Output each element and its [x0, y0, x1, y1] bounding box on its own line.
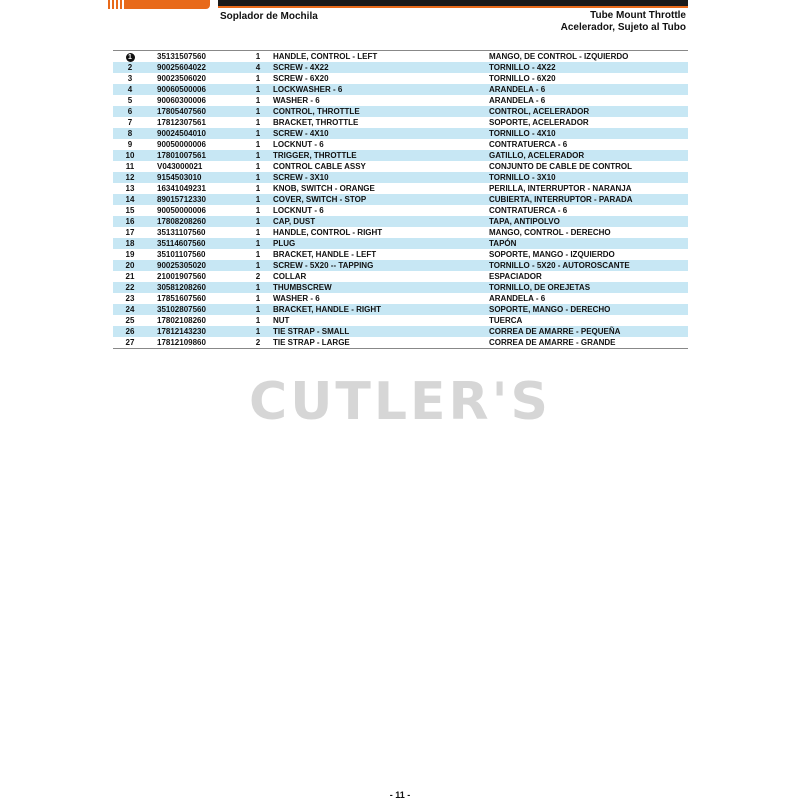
table-row: [113, 238, 688, 249]
description-en: CONTROL, THROTTLE: [269, 106, 489, 117]
quantity: 1: [247, 106, 269, 117]
watermark: CUTLER'S: [249, 372, 551, 432]
ref-number: 23: [125, 294, 135, 303]
ref-number: 11: [125, 162, 135, 171]
section-title-en: Tube Mount Throttle: [590, 10, 686, 21]
quantity: 1: [255, 96, 261, 105]
description-en: BRACKET, HANDLE - LEFT: [273, 250, 377, 259]
ref-number: 16: [113, 216, 147, 227]
quantity: 1: [255, 228, 261, 237]
description-en: LOCKNUT - 6: [273, 140, 324, 149]
ref-number: 24: [113, 304, 147, 315]
description-en: TRIGGER, THROTTLE: [269, 150, 489, 161]
table-row: [113, 161, 688, 172]
quantity: 1: [255, 52, 261, 61]
ref-number: 7: [127, 118, 133, 127]
description-en: WASHER - 6: [273, 294, 320, 303]
quantity: 1: [247, 172, 269, 183]
ref-number: 27: [125, 338, 135, 347]
parts-table-body: [113, 51, 688, 349]
quantity: 1: [247, 238, 269, 249]
part-number: V043000021: [157, 162, 203, 171]
description-en: COLLAR: [273, 272, 307, 281]
table-row: [113, 95, 688, 106]
table-row: [113, 106, 688, 117]
description-en: CAP, DUST: [269, 216, 489, 227]
part-number: 90023506020: [157, 74, 206, 83]
logo-badge: [126, 0, 210, 9]
description-es: CORREA DE AMARRE - PEQUEÑA: [489, 326, 688, 337]
ref-number: 5: [127, 96, 133, 105]
ref-number: 19: [125, 250, 135, 259]
description-es: TORNILLO, DE OREJETAS: [489, 282, 688, 293]
description-en: TIE STRAP - LARGE: [273, 338, 350, 347]
quantity: 1: [255, 118, 261, 127]
part-number: 90024504010: [147, 128, 247, 139]
description-es: ARANDELA - 6: [489, 294, 546, 303]
table-row: [113, 150, 688, 161]
quantity: 1: [247, 150, 269, 161]
ref-number: 6: [113, 106, 147, 117]
ref-number: 3: [127, 74, 133, 83]
table-row: [113, 271, 688, 282]
ref-number: 8: [113, 128, 147, 139]
ref-number-badge: 1: [126, 53, 135, 62]
table-row: [113, 128, 688, 139]
part-number: 35101107560: [157, 250, 206, 259]
ref-number: 4: [113, 84, 147, 95]
part-number: 90060300006: [157, 96, 206, 105]
ref-number: 21: [125, 272, 135, 281]
description-es: CUBIERTA, INTERRUPTOR - PARADA: [489, 194, 688, 205]
part-number: 90025305020: [147, 260, 247, 271]
ref-number: 22: [113, 282, 147, 293]
description-en: SCREW - 5X20 -- TAPPING: [269, 260, 489, 271]
part-number: 90050000006: [157, 140, 206, 149]
description-en: WASHER - 6: [273, 96, 320, 105]
product-title: Soplador de Mochila: [220, 11, 318, 22]
description-es: SOPORTE, MANGO - IZQUIERDO: [489, 250, 615, 259]
quantity: 1: [247, 326, 269, 337]
description-es: TORNILLO - 4X22: [489, 62, 688, 73]
part-number: 17812307561: [157, 118, 206, 127]
description-es: ARANDELA - 6: [489, 84, 688, 95]
ref-number: 10: [113, 150, 147, 161]
part-number: 17802108260: [157, 316, 206, 325]
table-row: [113, 249, 688, 260]
part-number: 35102807560: [147, 304, 247, 315]
table-row: [113, 62, 688, 73]
description-en: LOCKNUT - 6: [273, 206, 324, 215]
part-number: 35114607560: [147, 238, 247, 249]
header-bar: [218, 0, 688, 8]
table-row: [113, 282, 688, 293]
quantity: 1: [255, 140, 261, 149]
description-en: HANDLE, CONTROL - RIGHT: [273, 228, 383, 237]
table-row: [113, 260, 688, 271]
description-en: SCREW - 4X10: [269, 128, 489, 139]
description-es: TORNILLO - 5X20 - AUTOROSCANTE: [489, 260, 688, 271]
description-en: NUT: [273, 316, 290, 325]
part-number: 35131507560: [157, 52, 206, 61]
ref-number: 17: [125, 228, 135, 237]
description-es: CONJUNTO DE CABLE DE CONTROL: [489, 162, 632, 171]
ref-number: 14: [113, 194, 147, 205]
description-en: THUMBSCREW: [269, 282, 489, 293]
description-es: TAPA, ANTIPOLVO: [489, 216, 688, 227]
quantity: 1: [247, 194, 269, 205]
quantity: 1: [247, 84, 269, 95]
quantity: 1: [255, 184, 261, 193]
table-row: [113, 326, 688, 337]
table-row: [113, 337, 688, 349]
quantity: 1: [247, 128, 269, 139]
quantity: 1: [255, 162, 261, 171]
description-es: TUERCA: [489, 316, 523, 325]
description-en: KNOB, SWITCH - ORANGE: [273, 184, 375, 193]
table-row: [113, 194, 688, 205]
description-en: SCREW - 6X20: [273, 74, 329, 83]
description-es: ESPACIADOR: [489, 272, 542, 281]
table-row: [113, 315, 688, 326]
part-number: 90050000006: [157, 206, 206, 215]
description-en: TIE STRAP - SMALL: [269, 326, 489, 337]
part-number: 21001907560: [157, 272, 206, 281]
part-number: 9154503010: [147, 172, 247, 183]
part-number: 17808208260: [147, 216, 247, 227]
description-en: PLUG: [269, 238, 489, 249]
table-row: [113, 304, 688, 315]
quantity: 1: [247, 260, 269, 271]
description-es: CONTRATUERCA - 6: [489, 140, 568, 149]
description-en: BRACKET, THROTTLE: [273, 118, 359, 127]
part-number: 30581208260: [147, 282, 247, 293]
table-row: [113, 205, 688, 216]
quantity: 1: [247, 304, 269, 315]
table-row: [113, 216, 688, 227]
ref-number: 13: [125, 184, 135, 193]
description-es: GATILLO, ACELERADOR: [489, 150, 688, 161]
table-row: [113, 139, 688, 150]
ref-number: 20: [113, 260, 147, 271]
table-row: [113, 172, 688, 183]
part-number: 17805407560: [147, 106, 247, 117]
ref-number: 9: [127, 140, 133, 149]
part-number: 89015712330: [147, 194, 247, 205]
table-row: [113, 293, 688, 304]
description-en: SCREW - 4X22: [269, 62, 489, 73]
description-es: TORNILLO - 4X10: [489, 128, 688, 139]
part-number: 90025604022: [147, 62, 247, 73]
part-number: 16341049231: [157, 184, 206, 193]
description-en: COVER, SWITCH - STOP: [269, 194, 489, 205]
ref-number: 2: [113, 62, 147, 73]
part-number: 35131107560: [157, 228, 206, 237]
ref-number: 18: [113, 238, 147, 249]
parts-table: [113, 50, 688, 349]
quantity: 1: [255, 74, 261, 83]
description-es: CONTROL, ACELERADOR: [489, 106, 688, 117]
table-row: [113, 84, 688, 95]
part-number: 17812109860: [157, 338, 206, 347]
part-number: 17801007561: [147, 150, 247, 161]
description-es: MANGO, DE CONTROL - IZQUIERDO: [489, 52, 629, 61]
description-en: SCREW - 3X10: [269, 172, 489, 183]
quantity: 1: [255, 294, 261, 303]
logo-stripes: [108, 0, 126, 9]
quantity: 2: [255, 272, 261, 281]
description-es: TAPÓN: [489, 238, 688, 249]
table-row: [113, 227, 688, 238]
description-es: MANGO, CONTROL - DERECHO: [489, 228, 611, 237]
description-es: ARANDELA - 6: [489, 96, 546, 105]
table-row: [113, 51, 688, 63]
quantity: 1: [255, 206, 261, 215]
section-title-es: Acelerador, Sujeto al Tubo: [560, 22, 686, 33]
quantity: 2: [255, 338, 261, 347]
description-es: TORNILLO - 6X20: [489, 74, 556, 83]
quantity: 1: [255, 250, 261, 259]
section-title: [561, 10, 686, 34]
part-number: 17812143230: [147, 326, 247, 337]
description-es: CORREA DE AMARRE - GRANDE: [489, 338, 616, 347]
quantity: 1: [247, 216, 269, 227]
description-es: SOPORTE, ACELERADOR: [489, 118, 589, 127]
page-number: - 11 -: [389, 790, 411, 800]
ref-number: 26: [113, 326, 147, 337]
description-es: TORNILLO - 3X10: [489, 172, 688, 183]
ref-number: [113, 51, 147, 63]
description-en: BRACKET, HANDLE - RIGHT: [269, 304, 489, 315]
quantity: 1: [255, 316, 261, 325]
table-row: [113, 73, 688, 84]
part-number: 17851607560: [157, 294, 206, 303]
table-row: [113, 117, 688, 128]
table-row: [113, 183, 688, 194]
brand-logo: [108, 0, 212, 9]
description-en: CONTROL CABLE ASSY: [273, 162, 366, 171]
quantity: 1: [247, 282, 269, 293]
ref-number: 12: [113, 172, 147, 183]
quantity: 4: [247, 62, 269, 73]
ref-number: 15: [125, 206, 135, 215]
part-number: 90060500006: [147, 84, 247, 95]
description-es: CONTRATUERCA - 6: [489, 206, 568, 215]
ref-number: 25: [125, 316, 135, 325]
description-es: SOPORTE, MANGO - DERECHO: [489, 304, 688, 315]
description-en: LOCKWASHER - 6: [269, 84, 489, 95]
description-es: PERILLA, INTERRUPTOR - NARANJA: [489, 184, 632, 193]
description-en: HANDLE, CONTROL - LEFT: [273, 52, 378, 61]
